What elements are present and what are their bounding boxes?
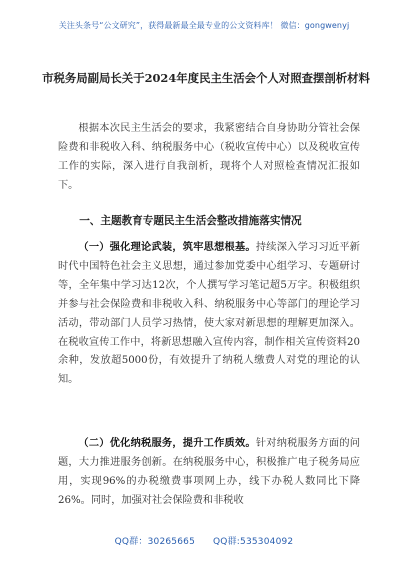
- header-banner: 关注头条号“公文研究”，获得最新最全最专业的公文资料库！ 微信：gongwenyj: [58, 21, 350, 30]
- paragraph-item-1: [58, 238, 360, 390]
- item-1-body: 持续深入学习习近平新时代中国特色社会主义思想，通过参加党委中心组学习、专题研讨等，全年集中学习达12次，个人撰写学习笔记超5万字。积极组织并参与社会保险费和非税收入科、纳税服务中心等部门的理论学习活动，带动部门人员学习热情，使大家对新思想的理解更加深入。在税收宣传工作中，将新思想融入宣传内容，制作相关宣传资料20余种，发放超5000份，有效提升了纳税人缴费人对党的理论的认知。: [58, 242, 360, 386]
- footer: [0, 534, 408, 547]
- item-1-heading: （一）强化理论武装，筑牢思想根基。: [78, 241, 256, 253]
- footer-qq-group-1: QQ群：30265665: [114, 537, 196, 547]
- item-2-heading: （二）优化纳税服务，提升工作质效。: [78, 437, 256, 449]
- paragraph-item-2: [58, 434, 360, 511]
- intro-paragraph: 根据本次民主生活会的要求，我紧密结合自身协助分管社会保险费和非税收入科、纳税服务中心（税收宣传中心）以及税收宣传工作的实际，深入进行自我剖析，现将个人对照检查情况汇报如下。: [58, 123, 360, 191]
- footer-qq-group-2: QQ群:535304092: [213, 537, 294, 547]
- document-title: 市税务局副局长关于2024年度民主生活会个人对照查摆剖析材料: [42, 71, 370, 85]
- item-2-body: 针对纳税服务方面的问题，大力推进服务创新。在纳税服务中心，积极推广电子税务局应用，实现96%的办税缴费事项网上办，线下办税人数同比下降26%。同时，加强对社会保险费和非税收: [58, 438, 360, 506]
- section-heading: 一、主题教育专题民主生活会整改措施落实情况: [79, 215, 302, 227]
